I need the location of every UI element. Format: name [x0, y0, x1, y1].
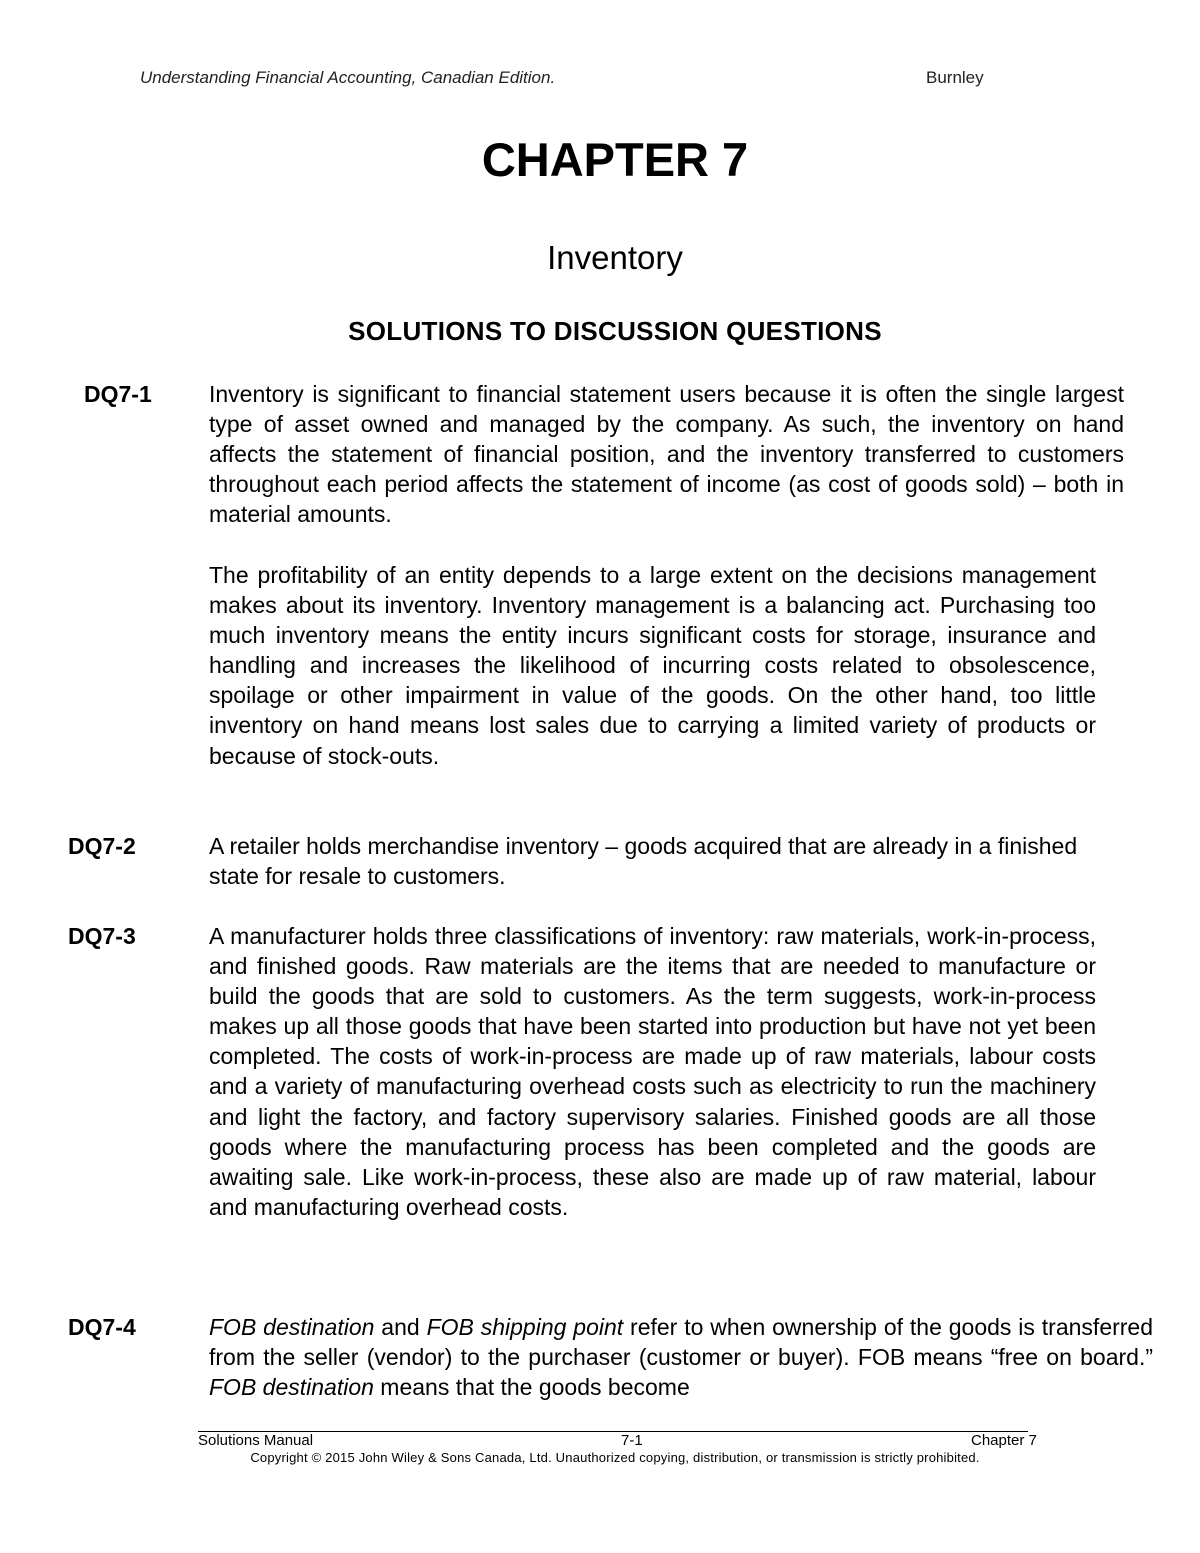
- question-label-dq7-1: DQ7-1: [84, 381, 152, 407]
- question-answer-dq7-2: [209, 831, 1099, 891]
- question-label-dq7-4: DQ7-4: [68, 1314, 136, 1340]
- answer-paragraph: A retailer holds merchandise inventory – goods acquired that are already in a finished state for resale to customers.: [209, 833, 1078, 890]
- running-header-author: Burnley: [926, 68, 984, 87]
- term-fob-destination: FOB destination: [209, 1374, 374, 1401]
- chapter-title: CHAPTER 7: [481, 133, 749, 186]
- term-fob-destination: FOB destination: [209, 1314, 375, 1340]
- answer-paragraph: A manufacturer holds three classifications of inventory: raw materials, work-in-process, and finished goods. Raw materials are the items that are needed to manufacture or build the goods that are sold to customers. As the term suggests, work-in-process makes up all those goods that have been started into production but have not yet been completed. The costs of work-in-process are made up of raw materials, labour costs and a variety of manufacturing overhead costs such as electricity to run the machinery and light the factory, and factory supervisory salaries. Finished goods are all those goods where the manufacturing process has been completed and the goods are awaiting sale. Like work-in-process, these also are made up of raw material, labour and manufacturing overhead costs.: [209, 923, 1096, 1220]
- question-answer-dq7-3: [209, 921, 1096, 1222]
- question-label-dq7-3: DQ7-3: [68, 923, 136, 949]
- page-number: 7-1: [621, 1432, 643, 1449]
- answer-text: refer to when ownership of the goods is transferred from the seller (vendor) to the purchaser (customer or buyer). FOB means “free on board.”: [209, 1314, 1154, 1371]
- answer-text: and: [374, 1314, 427, 1340]
- answer-paragraph: The profitability of an entity depends to a large extent on the decisions management makes about its inventory. Inventory management is a balancing act. Purchasing too much inventory means the entity incurs significant costs for storage, insurance and handling and increases the likelihood of incurring costs related to obsolescence, spoilage or other impairment in value of the goods. On the other hand, too little inventory on hand means lost sales due to carrying a limited variety of products or because of stock-outs.: [209, 562, 1096, 769]
- footer-left-text: Solutions Manual: [198, 1432, 314, 1449]
- footer-right-text: Chapter 7: [971, 1432, 1037, 1449]
- copyright-notice: Copyright © 2015 John Wiley & Sons Canada, Ltd. Unauthorized copying, distribution, or transmission is strictly prohibited.: [250, 1450, 980, 1465]
- running-header-book-title: Understanding Financial Accounting, Canadian Edition.: [140, 68, 556, 87]
- footer-divider: [198, 1431, 1028, 1432]
- answer-paragraph: [209, 1312, 1153, 1402]
- term-fob-shipping-point: FOB shipping point: [426, 1314, 624, 1340]
- answer-paragraph: Inventory is significant to financial statement users because it is often the single largest type of asset owned and managed by the company. As such, the inventory on hand affects the statement of financial position, and the inventory transferred to customers throughout each period affects the statement of income (as cost of goods sold) – both in material amounts.: [209, 381, 1124, 528]
- question-answer-dq7-1: [209, 379, 1124, 529]
- question-label-dq7-2: DQ7-2: [68, 833, 136, 859]
- question-answer-dq7-4: [209, 1312, 1153, 1402]
- answer-text: means that the goods become: [373, 1374, 690, 1401]
- question-answer-dq7-1-continued: [209, 560, 1096, 771]
- section-title: SOLUTIONS TO DISCUSSION QUESTIONS: [348, 316, 882, 346]
- chapter-subtitle: Inventory: [547, 239, 683, 276]
